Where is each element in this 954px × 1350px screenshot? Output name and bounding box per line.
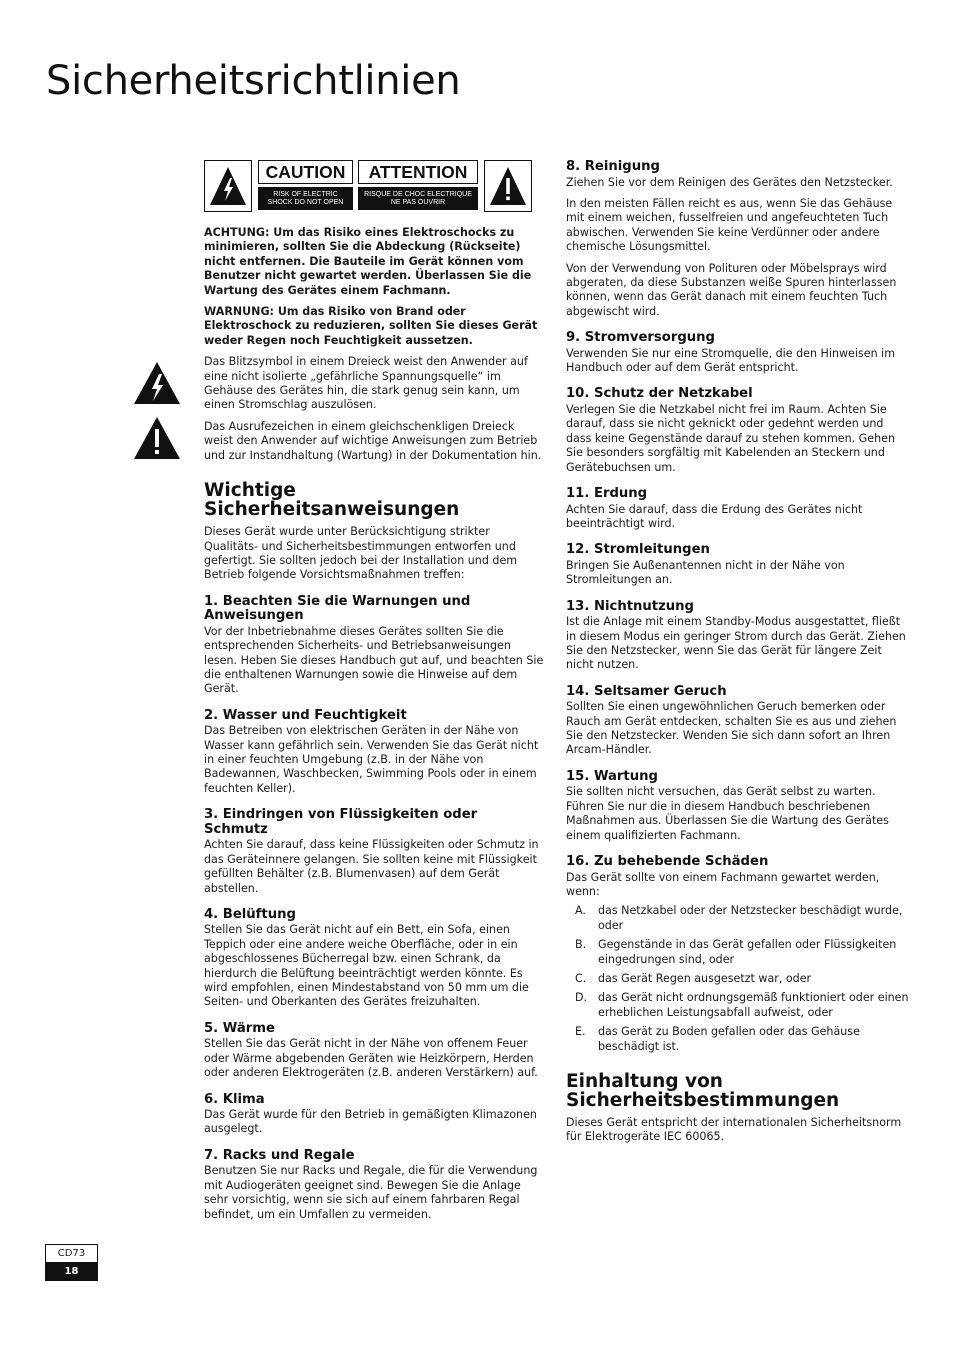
caution-text: CAUTION: [258, 160, 353, 184]
item-paragraph: Das Gerät wurde für den Betrieb in gemäßigten Klimazonen ausgelegt.: [204, 1108, 537, 1136]
item-paragraph: Achten Sie darauf, dass die Erdung des Gerätes nicht beeinträchtigt wird.: [566, 502, 863, 530]
achtung-text: ACHTUNG: Um das Risiko eines Elektroschocks zu minimieren, sollten Sie die Abdeckung (Rückseite) nicht entfernen. Die Bauteile im Gerät können vom Benutzer nicht gewartet werden. Überlassen Sie die Wartung des Gerätes einem Fachmann.: [204, 226, 532, 297]
right-items: [566, 160, 910, 843]
list-item-letter: C.: [575, 971, 587, 985]
item-paragraph: Verlegen Sie die Netzkabel nicht frei im Raum. Achten Sie darauf, dass sie nicht geknickt oder gedehnt werden und dass keine Gegenstände darauf zu stehen kommen. Gehen Sie besonders sorgfältig mit Kabelenden an Steckern und Gerätebuchsen um.: [566, 402, 895, 474]
item-title: 1. Beachten Sie die Warnungen und Anweisungen: [204, 593, 471, 624]
item16-intro: Das Gerät sollte von einem Fachmann gewartet werden, wenn:: [566, 870, 880, 898]
attention-text: ATTENTION: [358, 160, 478, 184]
list-item: [566, 972, 910, 986]
list-item-text: das Gerät nicht ordnungsgemäß funktioniert oder einen erheblichen Leistungsabfall aufweist, oder: [598, 991, 909, 1019]
section-heading-einhaltung: Einhaltung von Sicherheitsbestimmungen: [566, 1070, 840, 1111]
exclamation-triangle-icon: [133, 416, 181, 460]
page-title: Sicherheitsrichtlinien: [46, 58, 461, 104]
item-paragraph: Ist die Anlage mit einem Standby-Modus ausgestattet, fließt in diesem Modus ein geringer Strom durch das Gerät. Ziehen Sie den Netzstecker, wenn Sie das Gerät für längere Zeit nicht nutzen.: [566, 615, 906, 672]
wichtige-intro: Dieses Gerät wurde unter Berücksichtigung strikter Qualitäts- und Sicherheitsbestimmungen entworfen und gefertigt. Sie sollten jedoch bei der Installation und dem Betrieb folgende Vorsichtsmaßnahmen treffen:: [204, 525, 518, 582]
list-item-letter: A.: [575, 904, 586, 918]
exclamation-triangle-icon: [489, 165, 527, 207]
item-paragraph: Von der Verwendung von Polituren oder Möbelsprays wird abgeraten, da diese Substanzen weiße Spuren hinterlassen können, wenn das Gerät danach mit einem feuchten Tuch abgewischt wird.: [566, 261, 897, 318]
caution-subtext: RISK OF ELECTRIC SHOCK DO NOT OPEN: [258, 187, 353, 210]
exclamation-triangle-box: [484, 160, 532, 212]
list-item-text: das Gerät zu Boden gefallen oder das Gehäuse beschädigt ist.: [598, 1025, 860, 1053]
item-paragraph: Ziehen Sie vor dem Reinigen des Gerätes den Netzstecker.: [566, 175, 893, 189]
list-item-text: Gegenstände in das Gerät gefallen oder Flüssigkeiten eingedrungen sind, oder: [598, 938, 897, 966]
ausrufe-explanation: Das Ausrufezeichen in einem gleichschenkligen Dreieck weist den Anwender auf wichtige Anweisungen zum Betrieb und zur Instandhaltung (Wartung) in der Dokumentation hin.: [204, 419, 542, 462]
lightning-triangle-icon: [209, 165, 247, 207]
item-paragraph: Sie sollten nicht versuchen, das Gerät selbst zu warten. Führen Sie nur die in diesem Handbuch beschriebenen Maßnahmen aus. Überlassen Sie die Wartung des Gerätes einem qualifizierten Fachmann.: [566, 785, 889, 842]
item-title: 12. Stromleitungen: [566, 542, 710, 558]
model-name: CD73: [46, 1245, 97, 1262]
item-paragraph: Das Betreiben von elektrischen Geräten in der Nähe von Wasser kann gefährlich sein. Verwenden Sie das Gerät nicht in einer feuchten Umgebung (z.B. in der Nähe von Badewannen, Waschbecken, Swimming Pools oder in einem feuchten Keller).: [204, 724, 539, 795]
list-item: [566, 991, 910, 1020]
item-title-16: 16. Zu behebende Schäden: [566, 854, 769, 869]
list-item-letter: E.: [575, 1025, 586, 1039]
page-number-box: [45, 1244, 98, 1281]
item-title: 5. Wärme: [204, 1020, 275, 1036]
item-title: 13. Nichtnutzung: [566, 598, 694, 614]
item-title: 6. Klima: [204, 1091, 265, 1107]
item-paragraph: Benutzen Sie nur Racks und Regale, die für die Verwendung mit Audiogeräten geeignet sind. Bewegen Sie die Anlage sehr vorsichtig, wenn sie sich auf einem fahrbaren Regal befindet, um ein Umfallen zu vermeiden.: [204, 1164, 538, 1221]
list-item: [566, 938, 910, 967]
lightning-triangle-box: [204, 160, 252, 212]
item-title: 14. Seltsamer Geruch: [566, 683, 727, 699]
item-paragraph: Stellen Sie das Gerät nicht in der Nähe von offenem Feuer oder Wärme abgebenden Geräten wie Heizkörpern, Herden oder anderen Elektrogeräten (z.B. anderen Verstärkern) auf.: [204, 1037, 538, 1080]
item-paragraph: Sollten Sie einen ungewöhnlichen Geruch bemerken oder Rauch am Gerät entdecken, schalten Sie es aus und ziehen Sie den Netzstecker. Wenden Sie sich dann sofort an Ihren Arcam-Händler.: [566, 700, 897, 757]
item-paragraph: Vor der Inbetriebnahme dieses Gerätes sollten Sie die entsprechenden Sicherheits- und Betriebsanweisungen lesen. Heben Sie dieses Handbuch gut auf, und beachten Sie die enthaltenen Warnungen sowie die Hinweise auf dem Gerät.: [204, 624, 544, 696]
left-column: [204, 160, 544, 1229]
lightning-triangle-icon: [133, 361, 181, 405]
list-item-text: das Netzkabel oder der Netzstecker beschädigt wurde, oder: [598, 904, 903, 932]
list-item: [566, 1025, 910, 1054]
item-paragraph: Achten Sie darauf, dass keine Flüssigkeiten oder Schmutz in das Geräteinnere gelangen. Sie sollten keine mit Flüssigkeit gefüllten Behälter (z.B. Blumenvasen) auf dem Gerät abstellen.: [204, 838, 539, 895]
section-heading-wichtige: Wichtige Sicherheitsanweisungen: [204, 480, 460, 521]
warnung-text: WARNUNG: Um das Risiko von Brand oder Elektroschock zu reduzieren, sollten Sie dieses Gerät weder Regen noch Feuchtigkeit aussetzen.: [204, 305, 538, 347]
item-title: 2. Wasser und Feuchtigkeit: [204, 707, 407, 723]
list-item: [566, 904, 910, 933]
item-title: 9. Stromversorgung: [566, 330, 715, 346]
item-title: 11. Erdung: [566, 486, 648, 501]
attention-subtext: RISQUE DE CHOC ELECTRIQUE NE PAS OUVRIR: [358, 187, 478, 210]
blitz-explanation: Das Blitzsymbol in einem Dreieck weist den Anwender auf eine nicht isolierte „gefährliche Spannungsquelle“ im Gehäuse des Gerätes hin, die stark genug sein kann, um einen Stromschlag auszulösen.: [204, 355, 528, 412]
left-items: [204, 595, 544, 1222]
right-column: [566, 160, 910, 1152]
item-title: 3. Eindringen von Flüssigkeiten oder Schmutz: [204, 807, 478, 837]
page-number: 18: [46, 1262, 97, 1280]
item-title: 15. Wartung: [566, 768, 658, 784]
item-title: 4. Belüftung: [204, 906, 296, 922]
list-item-text: das Gerät Regen ausgesetzt war, oder: [598, 971, 812, 985]
item-title: 7. Racks und Regale: [204, 1147, 355, 1163]
list-item-letter: D.: [575, 991, 588, 1005]
item-paragraph: Stellen Sie das Gerät nicht auf ein Bett, ein Sofa, einen Teppich oder eine andere weiche Oberfläche, oder in ein abgeschlossenes Bücherregal bzw. einen Schrank, da hierdurch die Belüftung beeinträchtigt werden könnte. Es wird empfohlen, einen Mindestabstand von 50 mm um die Seiten- und Oberkanten des Gerätes freizuhalten.: [204, 923, 529, 1009]
item-title: 10. Schutz der Netzkabel: [566, 386, 753, 402]
einhaltung-text: Dieses Gerät entspricht der internationalen Sicherheitsnorm für Elektrogeräte IEC 60065.: [566, 1115, 902, 1144]
item-title: 8. Reinigung: [566, 159, 660, 174]
item-paragraph: In den meisten Fällen reicht es aus, wenn Sie das Gehäuse mit einem weichen, fusselfreien und angefeuchteten Tuch abwischen. Verwenden Sie keine Verdünner oder andere chemische Lösungsmittel.: [566, 196, 893, 254]
item-paragraph: Verwenden Sie nur eine Stromquelle, die den Hinweisen im Handbuch oder auf dem Gerät entspricht.: [566, 346, 896, 375]
item-paragraph: Bringen Sie Außenantennen nicht in der Nähe von Stromleitungen an.: [566, 558, 845, 587]
caution-label: [204, 160, 544, 212]
list-item-letter: B.: [575, 938, 587, 952]
damage-list: [566, 904, 910, 1054]
